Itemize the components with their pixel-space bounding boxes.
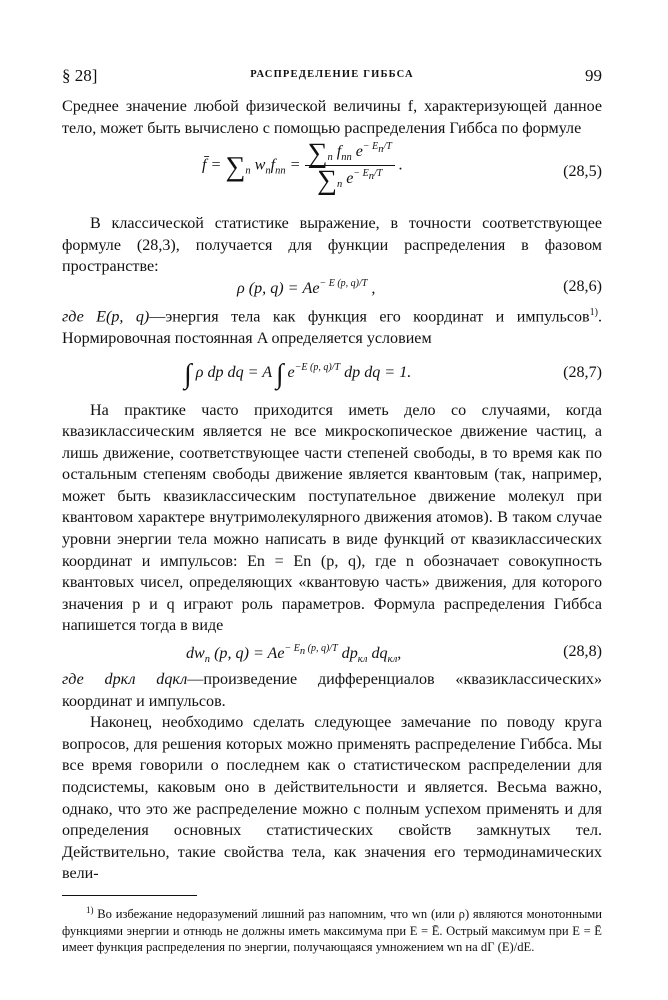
running-header: [62, 66, 602, 96]
equation-28-5: [62, 139, 602, 209]
footnote: [62, 902, 602, 956]
equation-28-6: [62, 278, 602, 302]
equation-28-7: [62, 356, 602, 400]
equation-28-7-label: (28,7): [563, 363, 602, 381]
footnote-text: Во избежание недоразумений лишний раз напомним, что wn (или ρ) являются монотонными функциями энергии и отнюдь не должны иметь максимума при E = Ē. Острый максимум при E = Ē имеет функция распределения по энергии, получающаяся умножением wn на dΓ (E)/dE.: [62, 907, 602, 955]
equation-28-5-label: (28,5): [563, 163, 602, 181]
differentials-text: —произведение дифференциалов «квазиклассических» координат и импульсов.: [62, 671, 603, 710]
paragraph-quasiclassical: На практике часто приходится иметь дело со случаями, когда квазиклассическим является не все микроскопическое движение частиц, а лишь движение, соответствующее части степеней свободы, в то время как по остальным степеням свободы движение является квантовым (так, например, может быть квазиклассическим поступательное движение молекул при квантовом характере внутримолекулярного движения атомов). В таком случае уровни энергии тела можно написать в виде функций от квазиклассических координат и импульсов: En = En (p, q), где n обозначает совокупность квантовых чисел, определяющих «квантовую часть» движения, для которого значения p и q играют роль параметров. Формула распределения Гиббса напишется тогда в виде: [62, 401, 602, 635]
footnote-ref: 1): [589, 306, 598, 318]
equation-28-8-body: $dw_n$ (p, $q) = Ae^{- E_n (p, q)/T}$ $dp_{кл}$ $dq_{кл}$,: [186, 643, 402, 666]
paragraph-classical-statistics: В классической статистике выражение, в точности соответствующее формуле (28,3), получается для функции распределения в фазовом пространстве:: [62, 215, 602, 276]
paragraph-closing-remark: Наконец, необходимо сделать следующее замечание по поводу круга вопросов, для решения которых можно применять распределение Гиббса. Мы все время говорили о последнем как о статистическом распределении для подсистемы, каковым оно в действительности и является. Весьма важно, однако, что это же распределение можно с полным успехом применять и для определения основных статистических свойств замкнутых тел. Действительно, такие свойства тела, как значения его термодинамических вели-: [62, 714, 602, 883]
differentials-symbol: где dpкл dqкл: [62, 671, 188, 689]
equation-28-8-label: (28,8): [563, 643, 602, 661]
equation-28-7-body: ∫ ρ dp dq = A ∫ $e^{-E (p, q)/T}$ dp dq = 1.: [184, 358, 412, 390]
paragraph-energy-definition: [62, 302, 602, 350]
footnote-divider: [62, 895, 197, 896]
energy-definition-text: —энергия тела как функция его координат и импульсов: [149, 308, 590, 326]
footnote-mark: 1): [86, 904, 94, 915]
book-page: [62, 66, 602, 956]
equation-28-5-body: f̄ = $\sum_n$ $w_nf_{nn}$ = $\frac{\sum_n f_{nn} e^{- E_n/T}}{\sum_n e^{- E_n/T}}$ .: [202, 138, 403, 197]
equation-28-6-label: (28,6): [563, 277, 602, 295]
energy-symbol: где E(p, q): [62, 308, 150, 326]
paragraph-mean-value: Среднее значение любой физической величины f, характеризующей данное тело, может быть вычислено с помощью распределения Гиббса по формуле: [62, 98, 602, 137]
equation-28-8: [62, 639, 602, 669]
equation-28-6-body: ρ (p, $q) = Ae^{- E (p, q)/T}$ ,: [237, 277, 376, 297]
section-marker: § 28]: [62, 66, 98, 85]
chapter-title: РАСПРЕДЕЛЕНИЕ ГИББСА: [250, 69, 414, 80]
normalization-text: . Нормировочная постоянная A определяется условием: [62, 308, 602, 347]
page-number: 99: [585, 66, 602, 85]
paragraph-differentials: [62, 669, 602, 712]
